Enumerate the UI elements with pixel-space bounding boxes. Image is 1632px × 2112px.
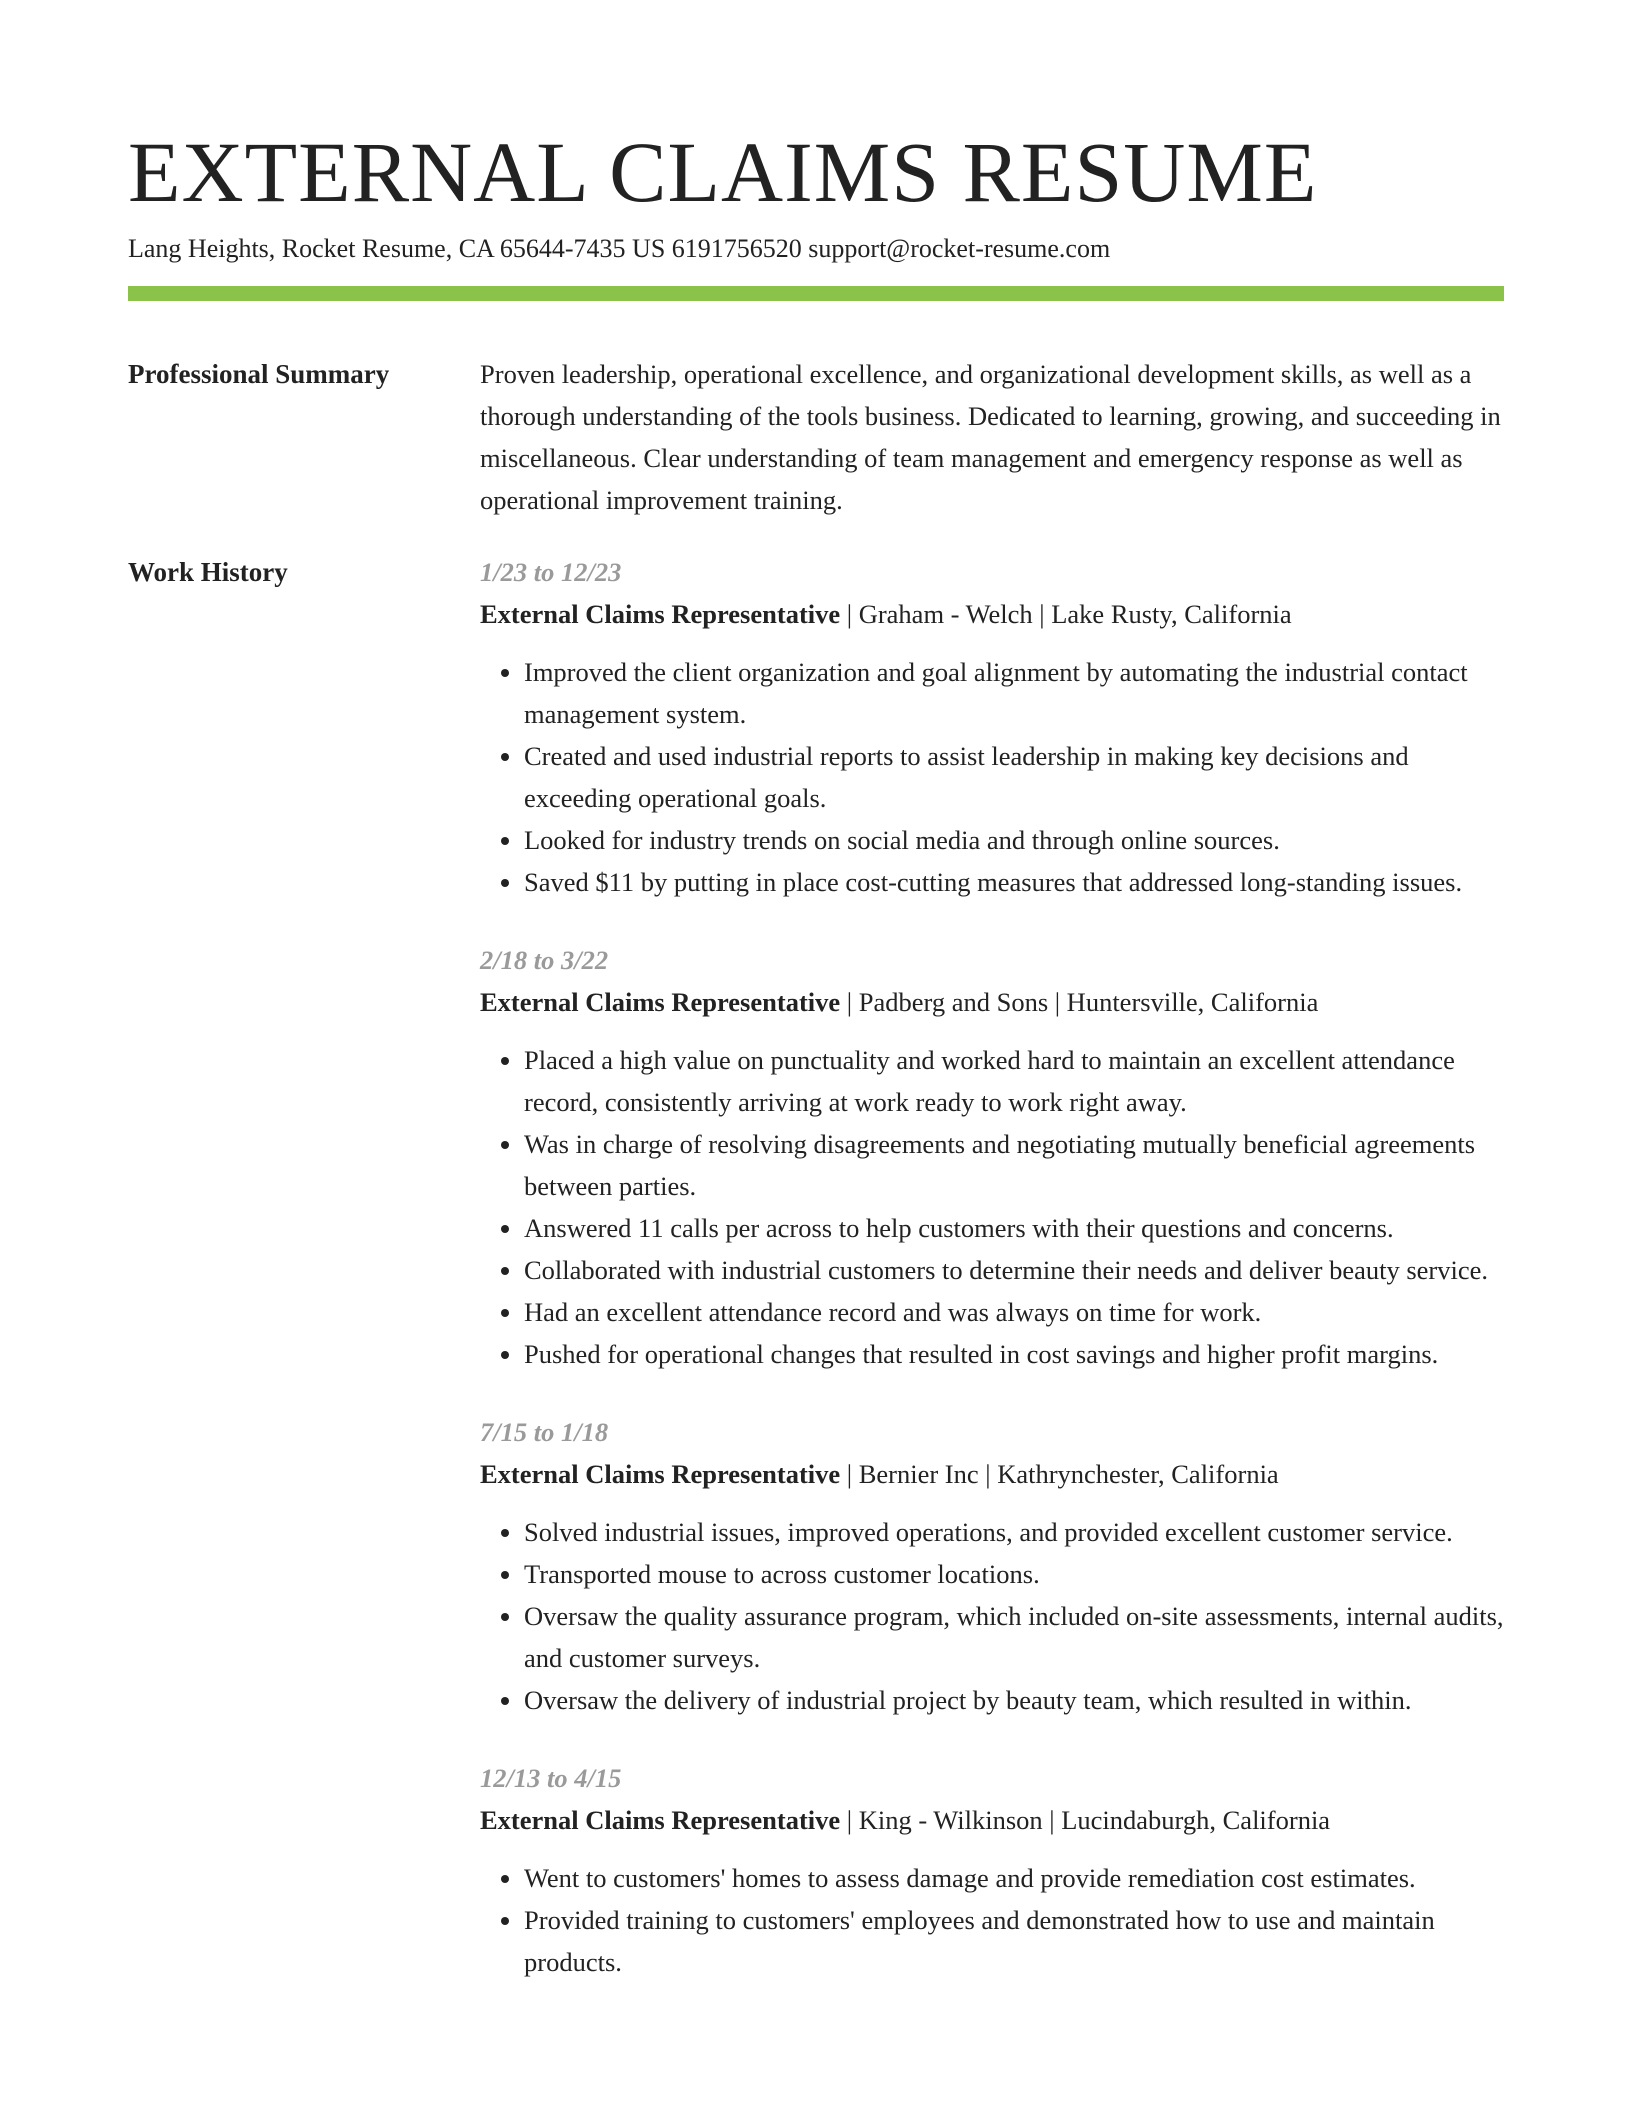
- summary-body: [480, 353, 1504, 521]
- job-bullet: • Created and used industrial reports to assist leadership in making key decisions and exceeding operational goals.: [524, 735, 1504, 819]
- job-bullet: • Placed a high value on punctuality and worked hard to maintain an excellent attendance record, consistently arriving at work ready to work right away.: [524, 1039, 1504, 1123]
- job-heading: [480, 1799, 1504, 1841]
- job-bullet-list: [480, 1857, 1504, 1983]
- job-entry: [480, 1757, 1504, 1983]
- contact-line: Lang Heights, Rocket Resume, CA 65644-7435 US 6191756520 support@rocket-resume.com: [128, 234, 1111, 263]
- job-bullet-list: [480, 1039, 1504, 1375]
- job-bullet: • Oversaw the quality assurance program, which included on-site assessments, internal audits, and customer surveys.: [524, 1595, 1504, 1679]
- job-employer-location: | Padberg and Sons | Huntersville, California: [840, 987, 1319, 1017]
- job-entry: [480, 551, 1504, 903]
- job-dates: 12/13 to 4/15: [480, 1763, 622, 1793]
- job-bullet: • Provided training to customers' employees and demonstrated how to use and maintain products.: [524, 1899, 1504, 1983]
- resume-page: [128, 0, 1504, 2019]
- job-bullet: • Was in charge of resolving disagreements and negotiating mutually beneficial agreements between parties.: [524, 1123, 1504, 1207]
- professional-summary-section: [128, 353, 1504, 521]
- job-bullet: • Went to customers' homes to assess damage and provide remediation cost estimates.: [524, 1857, 1504, 1899]
- job-bullet: • Oversaw the delivery of industrial project by beauty team, which resulted in within.: [524, 1679, 1504, 1721]
- job-heading: [480, 593, 1504, 635]
- job-bullet: • Transported mouse to across customer locations.: [524, 1553, 1504, 1595]
- job-bullet: • Looked for industry trends on social media and through online sources.: [524, 819, 1504, 861]
- job-bullet: • Collaborated with industrial customers to determine their needs and deliver beauty service.: [524, 1249, 1504, 1291]
- accent-divider: [128, 286, 1504, 301]
- job-dates: 2/18 to 3/22: [480, 945, 609, 975]
- job-entry: [480, 1411, 1504, 1721]
- job-bullet: • Answered 11 calls per across to help customers with their questions and concerns.: [524, 1207, 1504, 1249]
- job-bullet: • Pushed for operational changes that resulted in cost savings and higher profit margins.: [524, 1333, 1504, 1375]
- job-heading: [480, 981, 1504, 1023]
- work-history-section: [128, 551, 1504, 2019]
- job-bullet: • Had an excellent attendance record and was always on time for work.: [524, 1291, 1504, 1333]
- job-entry: [480, 939, 1504, 1375]
- job-title: External Claims Representative: [480, 1459, 841, 1489]
- job-bullet-list: [480, 1511, 1504, 1721]
- work-history-body: [480, 551, 1504, 2019]
- job-heading: [480, 1453, 1504, 1495]
- job-dates: 7/15 to 1/18: [480, 1417, 609, 1447]
- job-employer-location: | Graham - Welch | Lake Rusty, California: [840, 599, 1292, 629]
- job-bullet: • Solved industrial issues, improved operations, and provided excellent customer service.: [524, 1511, 1504, 1553]
- resume-title: EXTERNAL CLAIMS RESUME: [128, 124, 1318, 220]
- section-label-work: Work History: [128, 557, 288, 587]
- job-title: External Claims Representative: [480, 987, 841, 1017]
- job-dates: 1/23 to 12/23: [480, 557, 622, 587]
- job-bullet: • Saved $11 by putting in place cost-cutting measures that addressed long-standing issues.: [524, 861, 1504, 903]
- job-title: External Claims Representative: [480, 599, 841, 629]
- job-employer-location: | Bernier Inc | Kathrynchester, California: [840, 1459, 1279, 1489]
- job-bullet: • Improved the client organization and goal alignment by automating the industrial contact management system.: [524, 651, 1504, 735]
- job-title: External Claims Representative: [480, 1805, 841, 1835]
- job-employer-location: | King - Wilkinson | Lucindaburgh, California: [840, 1805, 1331, 1835]
- job-bullet-list: [480, 651, 1504, 903]
- section-label-summary: Professional Summary: [128, 359, 390, 389]
- summary-text: Proven leadership, operational excellence, and organizational development skills, as well as a thorough understanding of the tools business. Dedicated to learning, growing, and succeeding in miscellaneous. Clear understanding of team management and emergency response as well as operational improvement training.: [480, 359, 1501, 515]
